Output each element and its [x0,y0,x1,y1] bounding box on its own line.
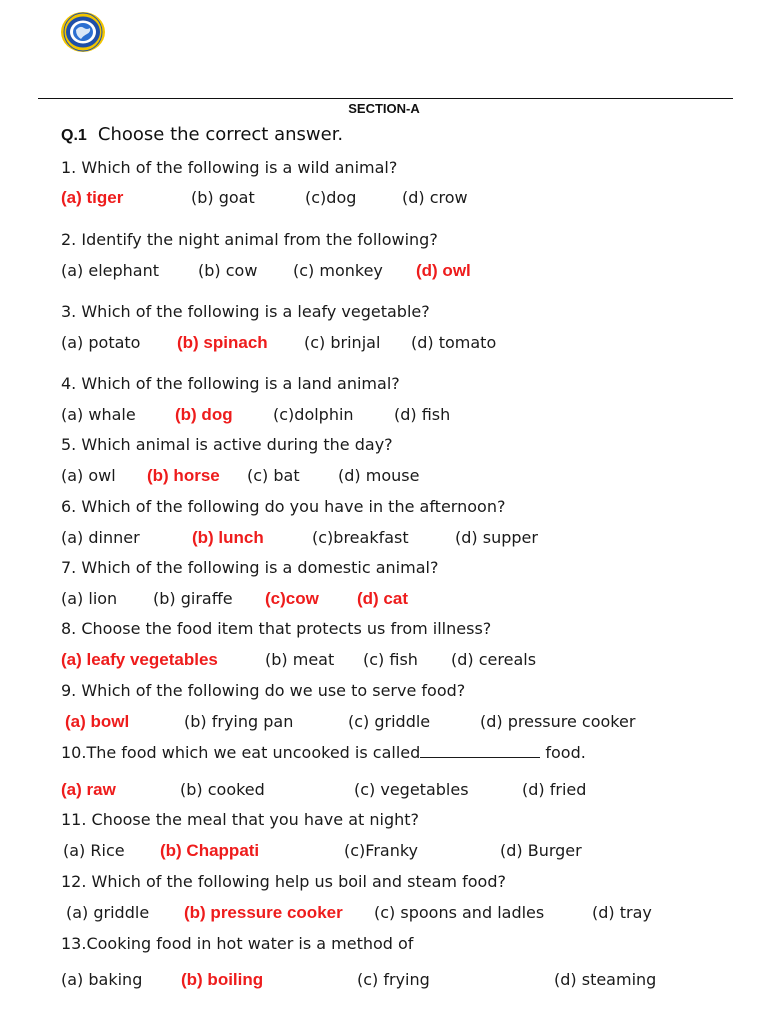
header-divider [38,98,733,99]
q8-option-d: (d) cereals [451,650,537,669]
q1-option-d: (d) crow [402,188,468,207]
q13-option-d: (d) steaming [554,970,657,989]
q6-option-a: (a) dinner [61,528,140,547]
question-9-text: 9. Which of the following do we use to serve food? [61,681,466,700]
question-13-text: 13.Cooking food in hot water is a method of [61,934,414,953]
question-10-text [61,743,586,763]
question-4-text: 4. Which of the following is a land animal? [61,374,400,393]
q1-option-a: (a) tiger [61,188,124,207]
q4-option-c: (c)dolphin [273,405,354,424]
school-logo [60,10,106,54]
section-title: SECTION-A [348,101,420,116]
question-8-text: 8. Choose the food item that protects us from illness? [61,619,492,638]
q11-option-b: (b) Chappati [160,841,260,860]
q12-option-c: (c) spoons and ladles [374,903,545,922]
q10-option-c: (c) vegetables [354,780,469,799]
question-7-text: 7. Which of the following is a domestic animal? [61,558,439,577]
q10-option-b: (b) cooked [180,780,265,799]
q10-option-d: (d) fried [522,780,587,799]
question-3-text: 3. Which of the following is a leafy vegetable? [61,302,430,321]
q2-option-d: (d) owl [416,261,471,280]
q11-option-a: (a) Rice [63,841,125,860]
q13-option-b: (b) boiling [181,970,264,989]
q3-option-a: (a) potato [61,333,141,352]
q2-option-a: (a) elephant [61,261,160,280]
q5-option-d: (d) mouse [338,466,420,485]
q4-option-d: (d) fish [394,405,451,424]
question-2-text: 2. Identify the night animal from the following? [61,230,438,249]
q13-option-c: (c) frying [357,970,430,989]
question-12-text: 12. Which of the following help us boil and steam food? [61,872,506,891]
q3-option-d: (d) tomato [411,333,497,352]
question-number: Q.1 [61,127,87,144]
q4-option-b: (b) dog [175,405,233,424]
q5-option-b: (b) horse [147,466,220,485]
question-6-text: 6. Which of the following do you have in the afternoon? [61,497,506,516]
q6-option-d: (d) supper [455,528,538,547]
fill-in-blank [420,744,540,758]
question-instruction: Choose the correct answer. [97,124,344,145]
q10-option-a: (a) raw [61,780,116,799]
question-5-text: 5. Which animal is active during the day? [61,435,393,454]
q4-option-a: (a) whale [61,405,136,424]
q3-option-c: (c) brinjal [304,333,381,352]
q7-option-b: (b) giraffe [153,589,233,608]
q9-option-c: (c) griddle [348,712,431,731]
q9-option-a: (a) bowl [65,712,130,731]
question-1-text: 1. Which of the following is a wild animal? [61,158,398,177]
q5-option-c: (c) bat [247,466,300,485]
q11-option-d: (d) Burger [500,841,582,860]
q9-option-b: (b) frying pan [184,712,294,731]
q6-option-c: (c)breakfast [312,528,409,547]
q7-option-d: (d) cat [357,589,408,608]
q1-option-c: (c)dog [305,188,357,207]
q3-option-b: (b) spinach [177,333,268,352]
q2-option-b: (b) cow [198,261,258,280]
q9-option-d: (d) pressure cooker [480,712,636,731]
q1-option-b: (b) goat [191,188,255,207]
q8-option-a: (a) leafy vegetables [61,650,218,669]
q11-option-c: (c)Franky [344,841,419,860]
q7-option-c: (c)cow [265,589,319,608]
q8-option-c: (c) fish [363,650,418,669]
q10-text-after: food. [545,743,586,762]
q10-text-before: 10.The food which we eat uncooked is called [61,743,421,762]
q12-option-b: (b) pressure cooker [184,903,343,922]
q13-option-a: (a) baking [61,970,143,989]
q5-option-a: (a) owl [61,466,116,485]
q12-option-a: (a) griddle [66,903,150,922]
question-heading [61,124,343,145]
q6-option-b: (b) lunch [192,528,264,547]
q2-option-c: (c) monkey [293,261,383,280]
question-11-text: 11. Choose the meal that you have at night? [61,810,420,829]
q7-option-a: (a) lion [61,589,118,608]
q8-option-b: (b) meat [265,650,335,669]
q12-option-d: (d) tray [592,903,652,922]
